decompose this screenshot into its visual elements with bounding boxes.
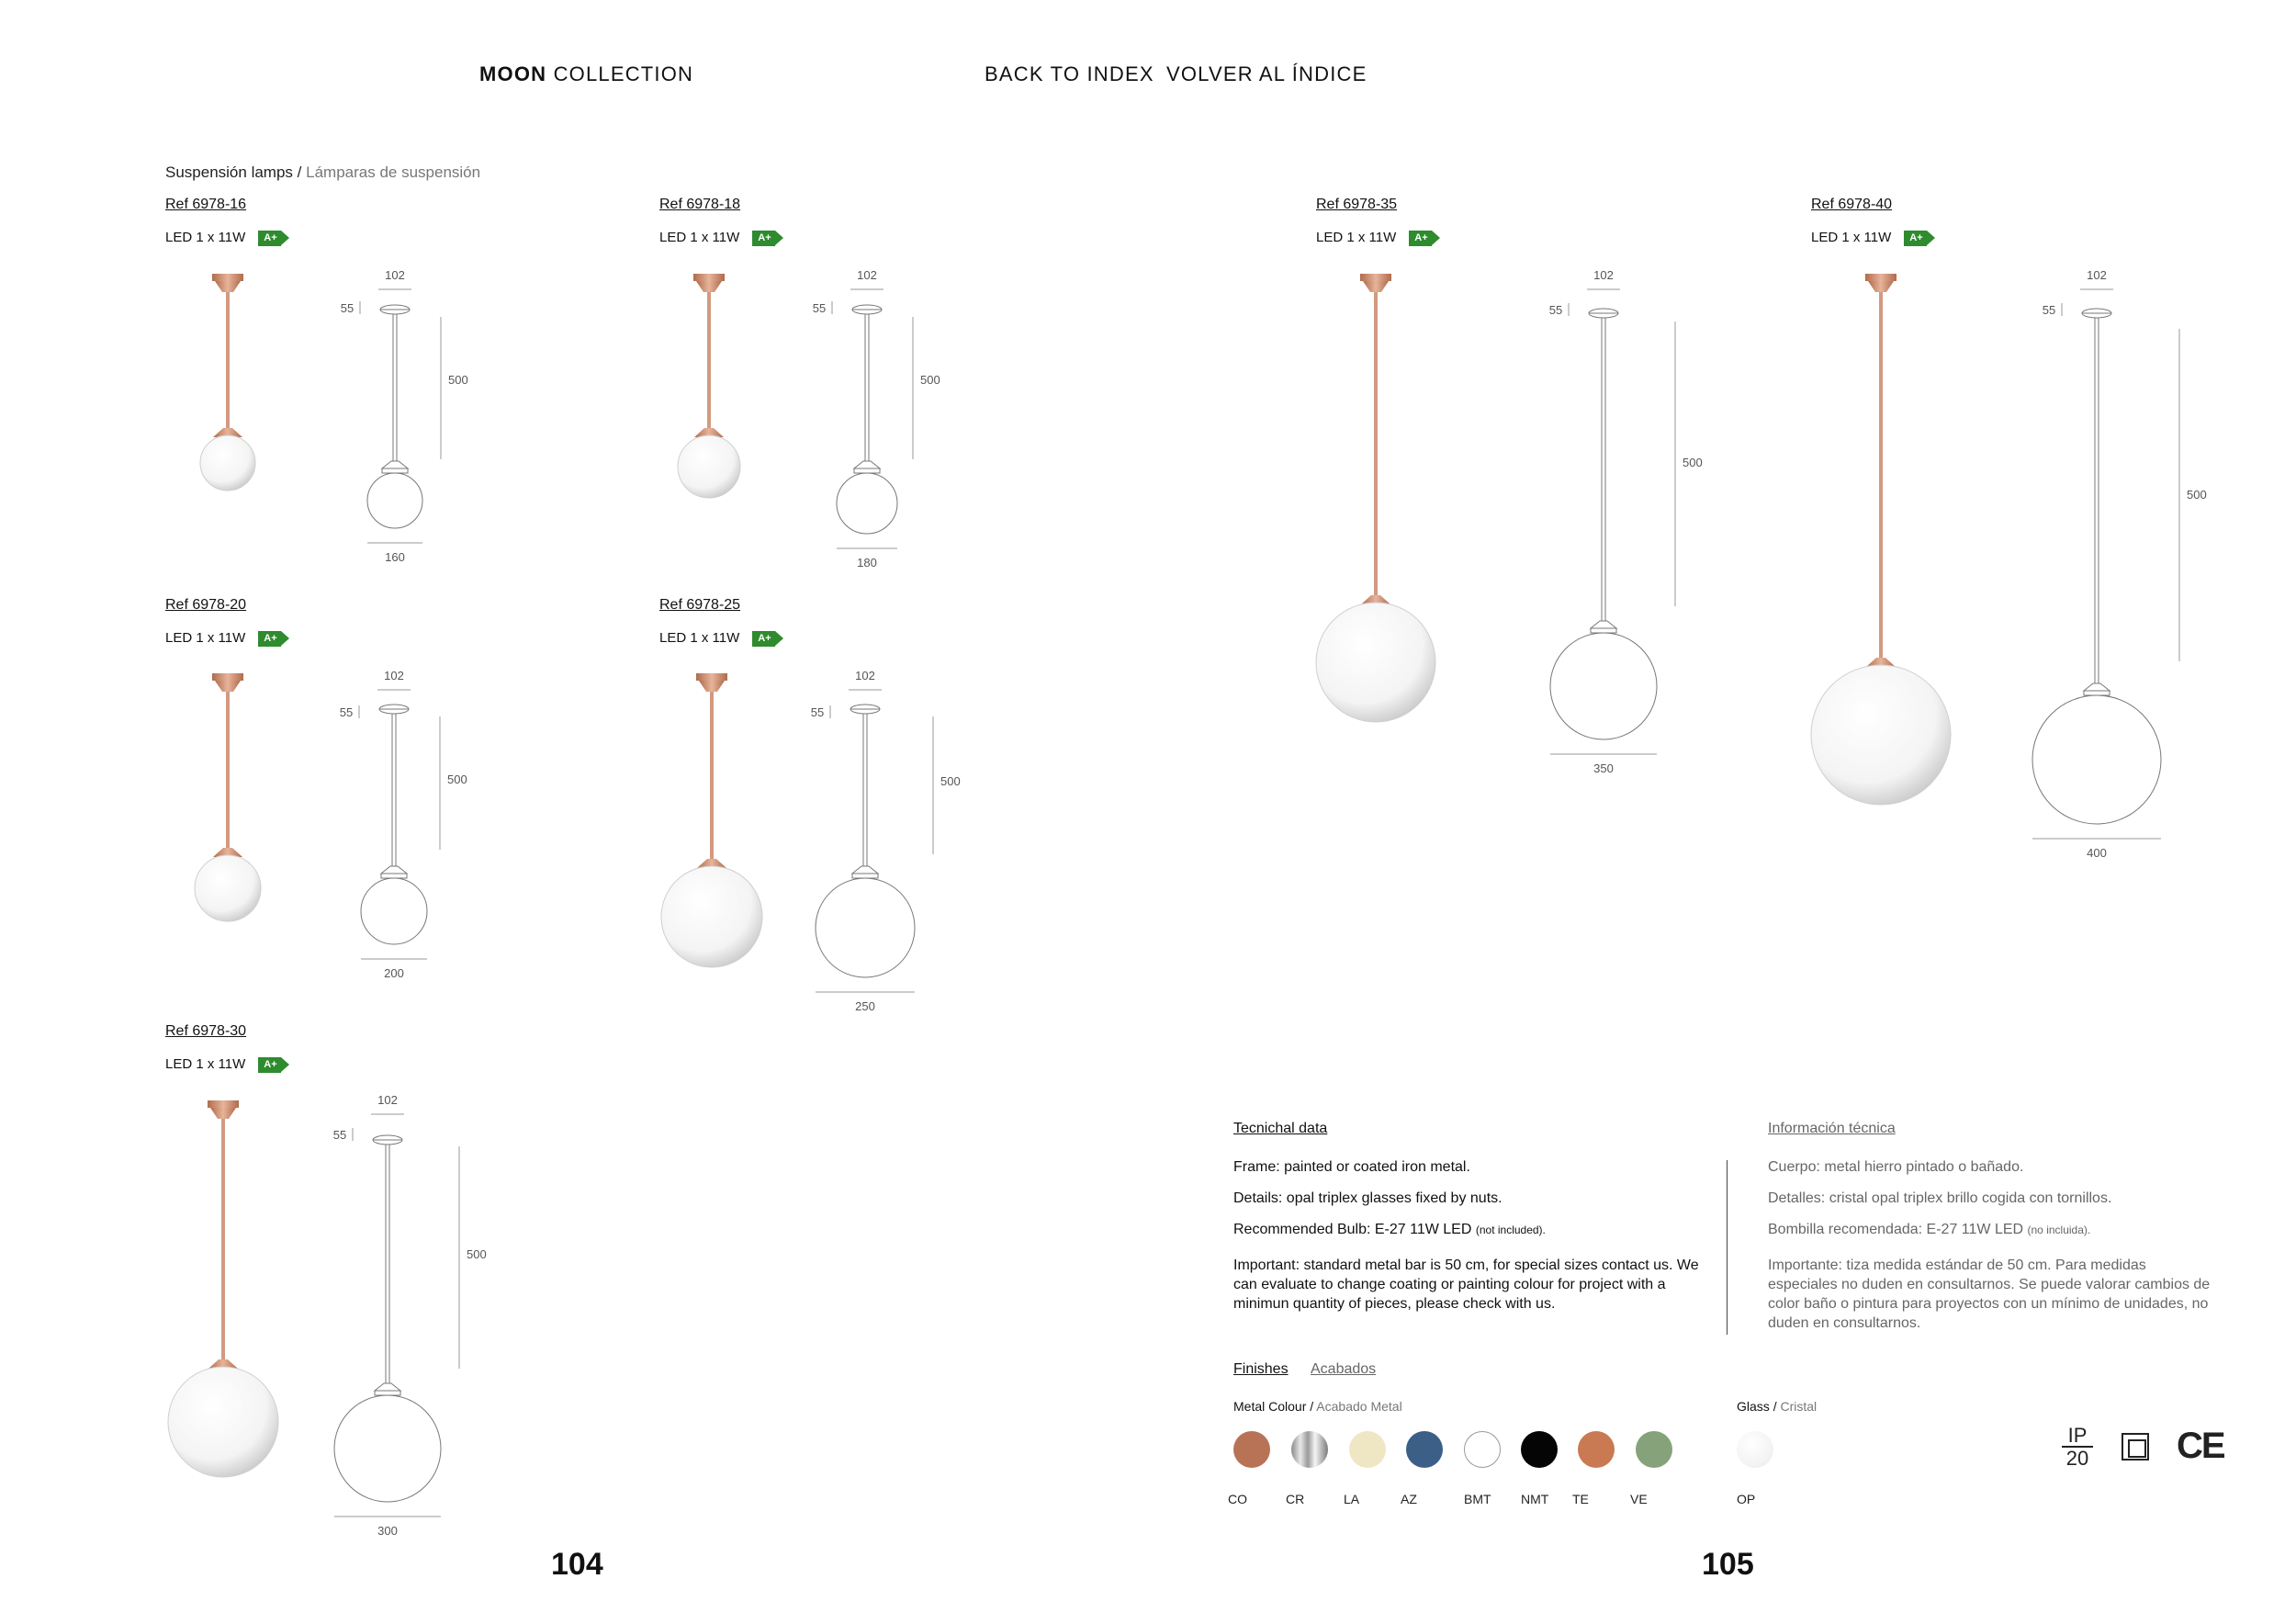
bulb-es-text: Bombilla recomendada: E-27 11W LED [1768,1222,2024,1237]
dim-canopy-height: 55 [1548,303,1563,317]
volver-al-indice-link[interactable]: VOLVER AL ÍNDICE [1166,62,1367,85]
metal-swatch-label: BMT [1464,1492,1491,1506]
dim-diameter: 200 [384,966,404,980]
dim-rod-length: 500 [920,373,940,387]
dim-diameter: 160 [385,550,405,564]
bulb-es-note: (no incluida). [2027,1224,2091,1236]
led-text: LED 1 x 11W [165,230,246,245]
metal-colour-sep: / [1310,1399,1314,1414]
dim-top-width: 102 [1593,268,1614,282]
ip-top: IP [2062,1426,2093,1448]
led-text: LED 1 x 11W [1316,230,1397,245]
metal-swatch-label: NMT [1521,1492,1549,1506]
led-text: LED 1 x 11W [1811,230,1892,245]
product-drawing [1549,268,1703,775]
dim-canopy-height: 55 [339,705,354,719]
glass-es: Cristal [1780,1399,1818,1414]
dim-top-width: 102 [385,268,405,282]
metal-swatch-label: LA [1344,1492,1360,1506]
metal-swatch-label: CR [1286,1492,1305,1506]
energy-badge: A+ [258,231,280,246]
dim-canopy-height: 55 [2042,303,2056,317]
glass-en: Glass [1737,1399,1770,1414]
product-ref: Ref 6978-20 [165,597,247,613]
finishes-title-en: Finishes [1233,1361,1289,1377]
dim-diameter: 180 [857,556,877,570]
product-drawing [341,268,468,564]
important-es: Importante: tiza medida estándar de 50 cm. Para medidas especiales no duden en consultarnos. Se puede valorar cambios de color baño o pintura para proyectos con un mínimo de unidades, no duden en consultarnos. [1768,1257,2211,1331]
frame-es: Cuerpo: metal hierro pintado o bañado. [1768,1159,2024,1175]
back-to-index-link[interactable]: BACK TO INDEX [985,62,1154,85]
dim-diameter: 400 [2087,846,2107,860]
dim-top-width: 102 [384,669,404,682]
dim-rod-length: 500 [447,773,467,786]
dim-canopy-height: 55 [812,301,827,315]
dim-diameter: 300 [377,1524,398,1538]
ce-mark-icon: CE [2177,1426,2224,1466]
brand-bold: MOON [479,62,547,85]
section-sep: / [297,164,302,181]
ip-bottom: 20 [2065,1447,2089,1470]
details-es: Detalles: cristal opal triplex brillo cogida con tornillos. [1768,1190,2112,1206]
dim-rod-length: 500 [940,774,961,788]
metal-swatch-label: CO [1228,1492,1247,1506]
product-ref: Ref 6978-16 [165,197,247,212]
dim-rod-length: 500 [2187,488,2207,502]
led-text: LED 1 x 11W [659,630,740,646]
metal-swatch-label: VE [1630,1492,1648,1506]
dim-top-width: 102 [377,1093,398,1107]
dim-top-width: 102 [855,669,875,682]
dim-top-width: 102 [857,268,877,282]
bulb-en-note: (not included). [1475,1224,1546,1236]
led-text: LED 1 x 11W [659,230,740,245]
product-drawing [813,268,940,570]
dim-top-width: 102 [2087,268,2107,282]
energy-badge: A+ [1409,231,1431,246]
section-title-es: Lámparas de suspensión [306,164,481,181]
dim-rod-length: 500 [448,373,468,387]
details-en: Details: opal triplex glasses fixed by nuts. [1233,1190,1503,1206]
finishes-title-es: Acabados [1311,1361,1377,1377]
important-en: Important: standard metal bar is 50 cm, for special sizes contact us. We can evaluate to change coating or painting colour for project with a minimun quantity of pieces, please check with us. [1233,1257,1699,1312]
energy-badge: A+ [752,231,774,246]
page-number-left: 104 [551,1547,603,1582]
product-ref: Ref 6978-25 [659,597,741,613]
product-ref: Ref 6978-35 [1316,197,1398,212]
product-photo [195,673,261,921]
product-photo [1811,274,1951,805]
led-text: LED 1 x 11W [165,1056,246,1072]
product-drawing [333,1093,487,1538]
metal-colour-en: Metal Colour [1233,1399,1307,1414]
brand-rest: COLLECTION [553,62,694,85]
dim-diameter: 350 [1593,761,1614,775]
energy-badge: A+ [258,1057,280,1073]
product-photo [661,673,762,967]
metal-colour-es: Acabado Metal [1316,1399,1402,1414]
dim-canopy-height: 55 [340,301,355,315]
page-number-right: 105 [1702,1547,1754,1582]
product-photo [200,274,255,491]
product-drawing [811,669,961,1013]
section-title-en: Suspensión lamps [165,164,293,181]
energy-badge: A+ [258,631,280,647]
product-photo [678,274,740,498]
product-drawing [340,669,467,980]
bulb-en-text: Recommended Bulb: E-27 11W LED [1233,1222,1472,1237]
technical-title-es: Información técnica [1768,1121,1896,1136]
energy-badge: A+ [1904,231,1926,246]
dim-rod-length: 500 [467,1247,487,1261]
glass-sep: / [1773,1399,1777,1414]
dim-canopy-height: 55 [332,1128,347,1142]
metal-swatch-label: TE [1572,1492,1589,1506]
frame-en: Frame: painted or coated iron metal. [1233,1159,1470,1175]
product-ref: Ref 6978-40 [1811,197,1893,212]
product-photo [1316,274,1435,722]
technical-title-en: Tecnichal data [1233,1121,1328,1136]
led-text: LED 1 x 11W [165,630,246,646]
dim-diameter: 250 [855,999,875,1013]
dim-rod-length: 500 [1683,456,1703,469]
product-ref: Ref 6978-18 [659,197,741,212]
product-photo [168,1100,278,1477]
dim-canopy-height: 55 [810,705,825,719]
product-ref: Ref 6978-30 [165,1023,247,1039]
product-drawing [2032,268,2207,860]
energy-badge: A+ [752,631,774,647]
metal-swatch-label: AZ [1401,1492,1417,1506]
glass-swatch-label: OP [1737,1492,1756,1506]
